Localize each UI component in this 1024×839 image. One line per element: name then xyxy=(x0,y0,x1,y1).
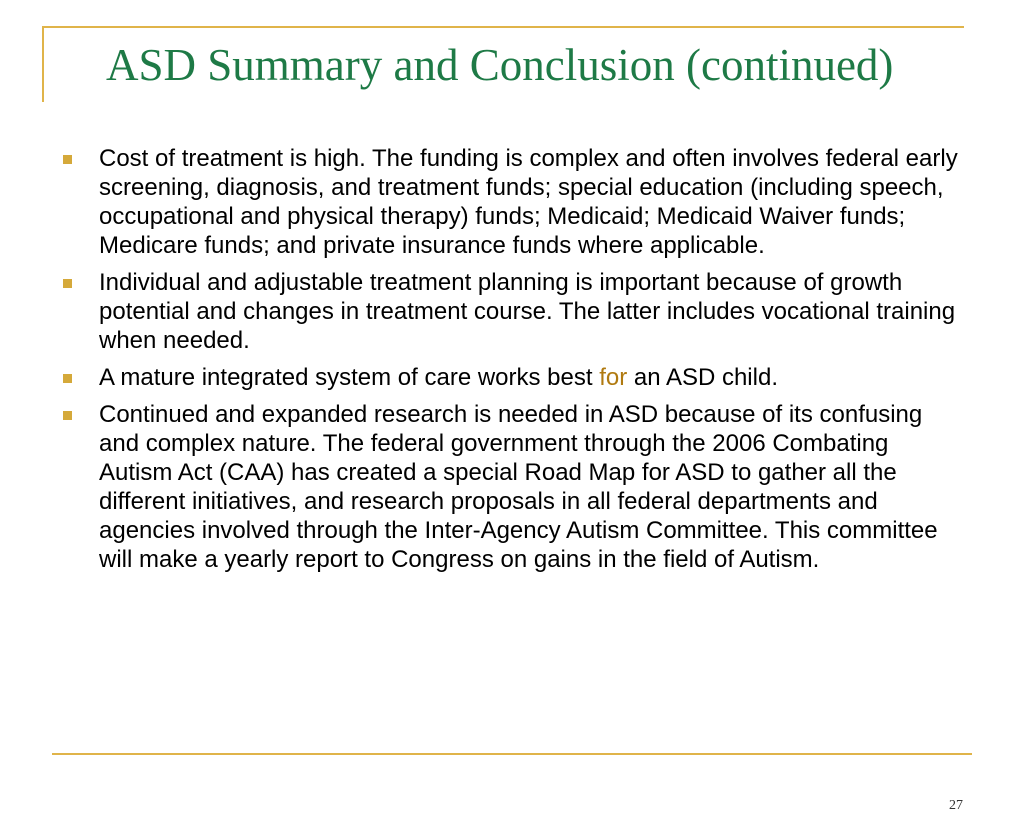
bullet-text: Cost of treatment is high. The funding is complex and often involves federal early screening, diagnosis, and treatment funds; special education (including speech, occupational and physical therapy) funds; Medicaid; Medicaid Waiver funds; Medicare funds; and private insurance funds where applicable. xyxy=(99,145,958,259)
highlighted-word: for xyxy=(599,364,628,391)
bullet-item-research xyxy=(61,400,961,574)
bullet-text: Continued and expanded research is needed in ASD because of its confusing and complex nature. The federal government through the 2006 Combating Autism Act (CAA) has created a special Road Map for ASD to gather all the different initiatives, and research proposals in all federal departments and agencies involved through the Inter-Agency Autism Committee. This committee will make a yearly report to Congress on gains in the field of Autism. xyxy=(99,401,938,573)
left-accent-rule xyxy=(42,26,44,102)
top-accent-rule xyxy=(42,26,964,28)
square-bullet-icon xyxy=(63,411,72,420)
bullet-item-system-of-care xyxy=(61,363,961,392)
slide-title: ASD Summary and Conclusion (continued) xyxy=(106,40,894,90)
page-number: 27 xyxy=(949,798,963,813)
bullet-text-start: A mature integrated system of care works best xyxy=(99,364,600,391)
bullet-text-end: an ASD child. xyxy=(627,364,778,391)
bullet-list xyxy=(61,144,961,582)
square-bullet-icon xyxy=(63,374,72,383)
bottom-accent-rule xyxy=(52,753,972,755)
square-bullet-icon xyxy=(63,155,72,164)
bullet-item-treatment-planning xyxy=(61,268,961,355)
square-bullet-icon xyxy=(63,279,72,288)
bullet-item-funding xyxy=(61,144,961,260)
bullet-text: Individual and adjustable treatment planning is important because of growth potential and changes in treatment course. The latter includes vocational training when needed. xyxy=(99,269,956,354)
